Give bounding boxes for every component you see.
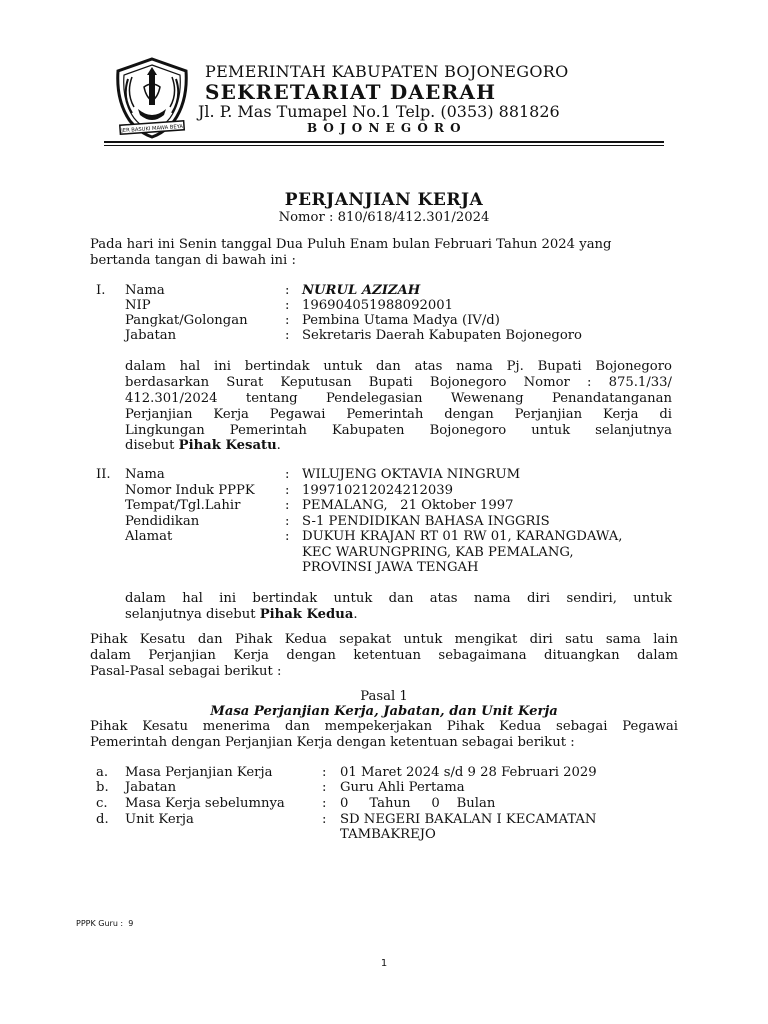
document-title: PERJANJIAN KERJA (284, 190, 484, 210)
document-number: Nomor : 810/618/412.301/2024 (278, 210, 490, 225)
agreement-line: dalam Perjanjian Kerja dengan ketentuan sebagaimana dituangkan dalam (90, 648, 678, 663)
page-number: 1 (380, 958, 388, 969)
party2-designation: Pihak Kedua (259, 607, 354, 622)
item-prior-service: 0 Tahun 0 Bulan (340, 796, 496, 811)
party1-designation: Pihak Kesatu (178, 438, 277, 453)
item-label: Jabatan (125, 780, 177, 795)
party2-address: DUKUH KRAJAN RT 01 RW 01, KARANGDAWA, (302, 529, 623, 544)
party1-label: Nama (125, 283, 165, 298)
party2-pppk-number: 199710212024212039 (302, 483, 454, 498)
party2-label: Nomor Induk PPPK (125, 483, 255, 498)
party1-position: Sekretaris Daerah Kabupaten Bojonegoro (302, 328, 582, 343)
party1-nip: 196904051988092001 (302, 298, 454, 313)
pasal-subheading: Masa Perjanjian Kerja, Jabatan, dan Unit Kerja (210, 704, 558, 719)
colon: : (285, 298, 290, 313)
party1-label: Pangkat/Golongan (125, 313, 248, 328)
colon: : (285, 283, 290, 298)
party1-number: I. (96, 283, 106, 298)
header-government: PEMERINTAH KABUPATEN BOJONEGORO (205, 62, 569, 81)
agreement-line: Pihak Kesatu dan Pihak Kedua sepakat untuk mengikat diri satu sama lain (90, 632, 678, 647)
colon: : (322, 765, 327, 780)
colon: : (285, 483, 290, 498)
party2-number: II. (96, 467, 111, 482)
party1-para-line: berdasarkan Surat Keputusan Bupati Bojonegoro Nomor : 875.1/33/ (125, 375, 672, 390)
colon: : (322, 796, 327, 811)
party2-label: Alamat (125, 529, 173, 544)
party2-label: Nama (125, 467, 165, 482)
party1-label: Jabatan (125, 328, 177, 343)
colon: : (285, 514, 290, 529)
party2-label: Pendidikan (125, 514, 200, 529)
party2-para-line: dalam hal ini bertindak untuk dan atas nama diri sendiri, untuk (125, 591, 672, 606)
colon: : (285, 467, 290, 482)
colon: : (322, 812, 327, 827)
item-position: Guru Ahli Pertama (340, 780, 465, 795)
pasal-intro-line: Pemerintah dengan Perjanjian Kerja dengan ketentuan sebagai berikut : (90, 735, 575, 750)
header-secretariat: SEKRETARIAT DAERAH (205, 80, 497, 104)
pasal-heading: Pasal 1 (360, 689, 408, 704)
party2-birth: PEMALANG, 21 Oktober 1997 (302, 498, 514, 513)
item-label: Masa Kerja sebelumnya (125, 796, 285, 811)
intro-line: Pada hari ini Senin tanggal Dua Puluh Enam bulan Februari Tahun 2024 yang (90, 237, 612, 252)
item-letter: d. (96, 812, 109, 827)
logo-motto: JER BASUKI MAWA BEYA (121, 123, 184, 135)
party2-label: Tempat/Tgl.Lahir (125, 498, 241, 513)
header-rule-thick (104, 141, 664, 143)
colon: : (322, 780, 327, 795)
party1-para-line: 412.301/2024 tentang Pendelegasian Wewenang Penandatanganan (125, 391, 672, 406)
party2-name: WILUJENG OKTAVIA NINGRUM (302, 467, 521, 482)
colon: : (285, 529, 290, 544)
party1-para-line: dalam hal ini bertindak untuk dan atas nama Pj. Bupati Bojonegoro (125, 359, 672, 374)
header-rule-thin (104, 145, 664, 146)
item-contract-period: 01 Maret 2024 s/d 9 28 Februari 2029 (340, 765, 597, 780)
pasal-intro-line: Pihak Kesatu menerima dan mempekerjakan Pihak Kedua sebagai Pegawai (90, 719, 678, 734)
party1-name: NURUL AZIZAH (302, 283, 421, 298)
party2-education: S-1 PENDIDIKAN BAHASA INGGRIS (302, 514, 550, 529)
item-letter: b. (96, 780, 109, 795)
header-city: B O J O N E G O R O (307, 121, 462, 135)
agreement-line: Pasal-Pasal sebagai berikut : (90, 664, 282, 679)
party2-address-cont: PROVINSI JAWA TENGAH (302, 560, 479, 575)
party1-rank: Pembina Utama Madya (IV/d) (302, 313, 500, 328)
item-label: Masa Perjanjian Kerja (125, 765, 273, 780)
item-work-unit-cont: TAMBAKREJO (340, 827, 436, 842)
intro-line: bertanda tangan di bawah ini : (90, 253, 296, 268)
colon: : (285, 498, 290, 513)
party1-para-line: Perjanjian Kerja Pegawai Pemerintah dengan Perjanjian Kerja di (125, 407, 672, 422)
party2-address-cont: KEC WARUNGPRING, KAB PEMALANG, (302, 545, 574, 560)
bojonegoro-crest-logo (112, 57, 192, 139)
party1-para-last: disebut Pihak Kesatu. (125, 438, 281, 453)
item-letter: a. (96, 765, 109, 780)
colon: : (285, 328, 290, 343)
colon: : (285, 313, 290, 328)
party1-para-line: Lingkungan Pemerintah Kabupaten Bojonegoro untuk selanjutnya (125, 423, 672, 438)
item-letter: c. (96, 796, 108, 811)
footer-note: PPPK Guru : 9 (76, 919, 134, 928)
party1-label: NIP (125, 298, 151, 313)
party2-para-last: selanjutnya disebut Pihak Kedua. (125, 607, 358, 622)
header-address: Jl. P. Mas Tumapel No.1 Telp. (0353) 881826 (198, 102, 560, 121)
item-label: Unit Kerja (125, 812, 194, 827)
item-work-unit: SD NEGERI BAKALAN I KECAMATAN (340, 812, 597, 827)
